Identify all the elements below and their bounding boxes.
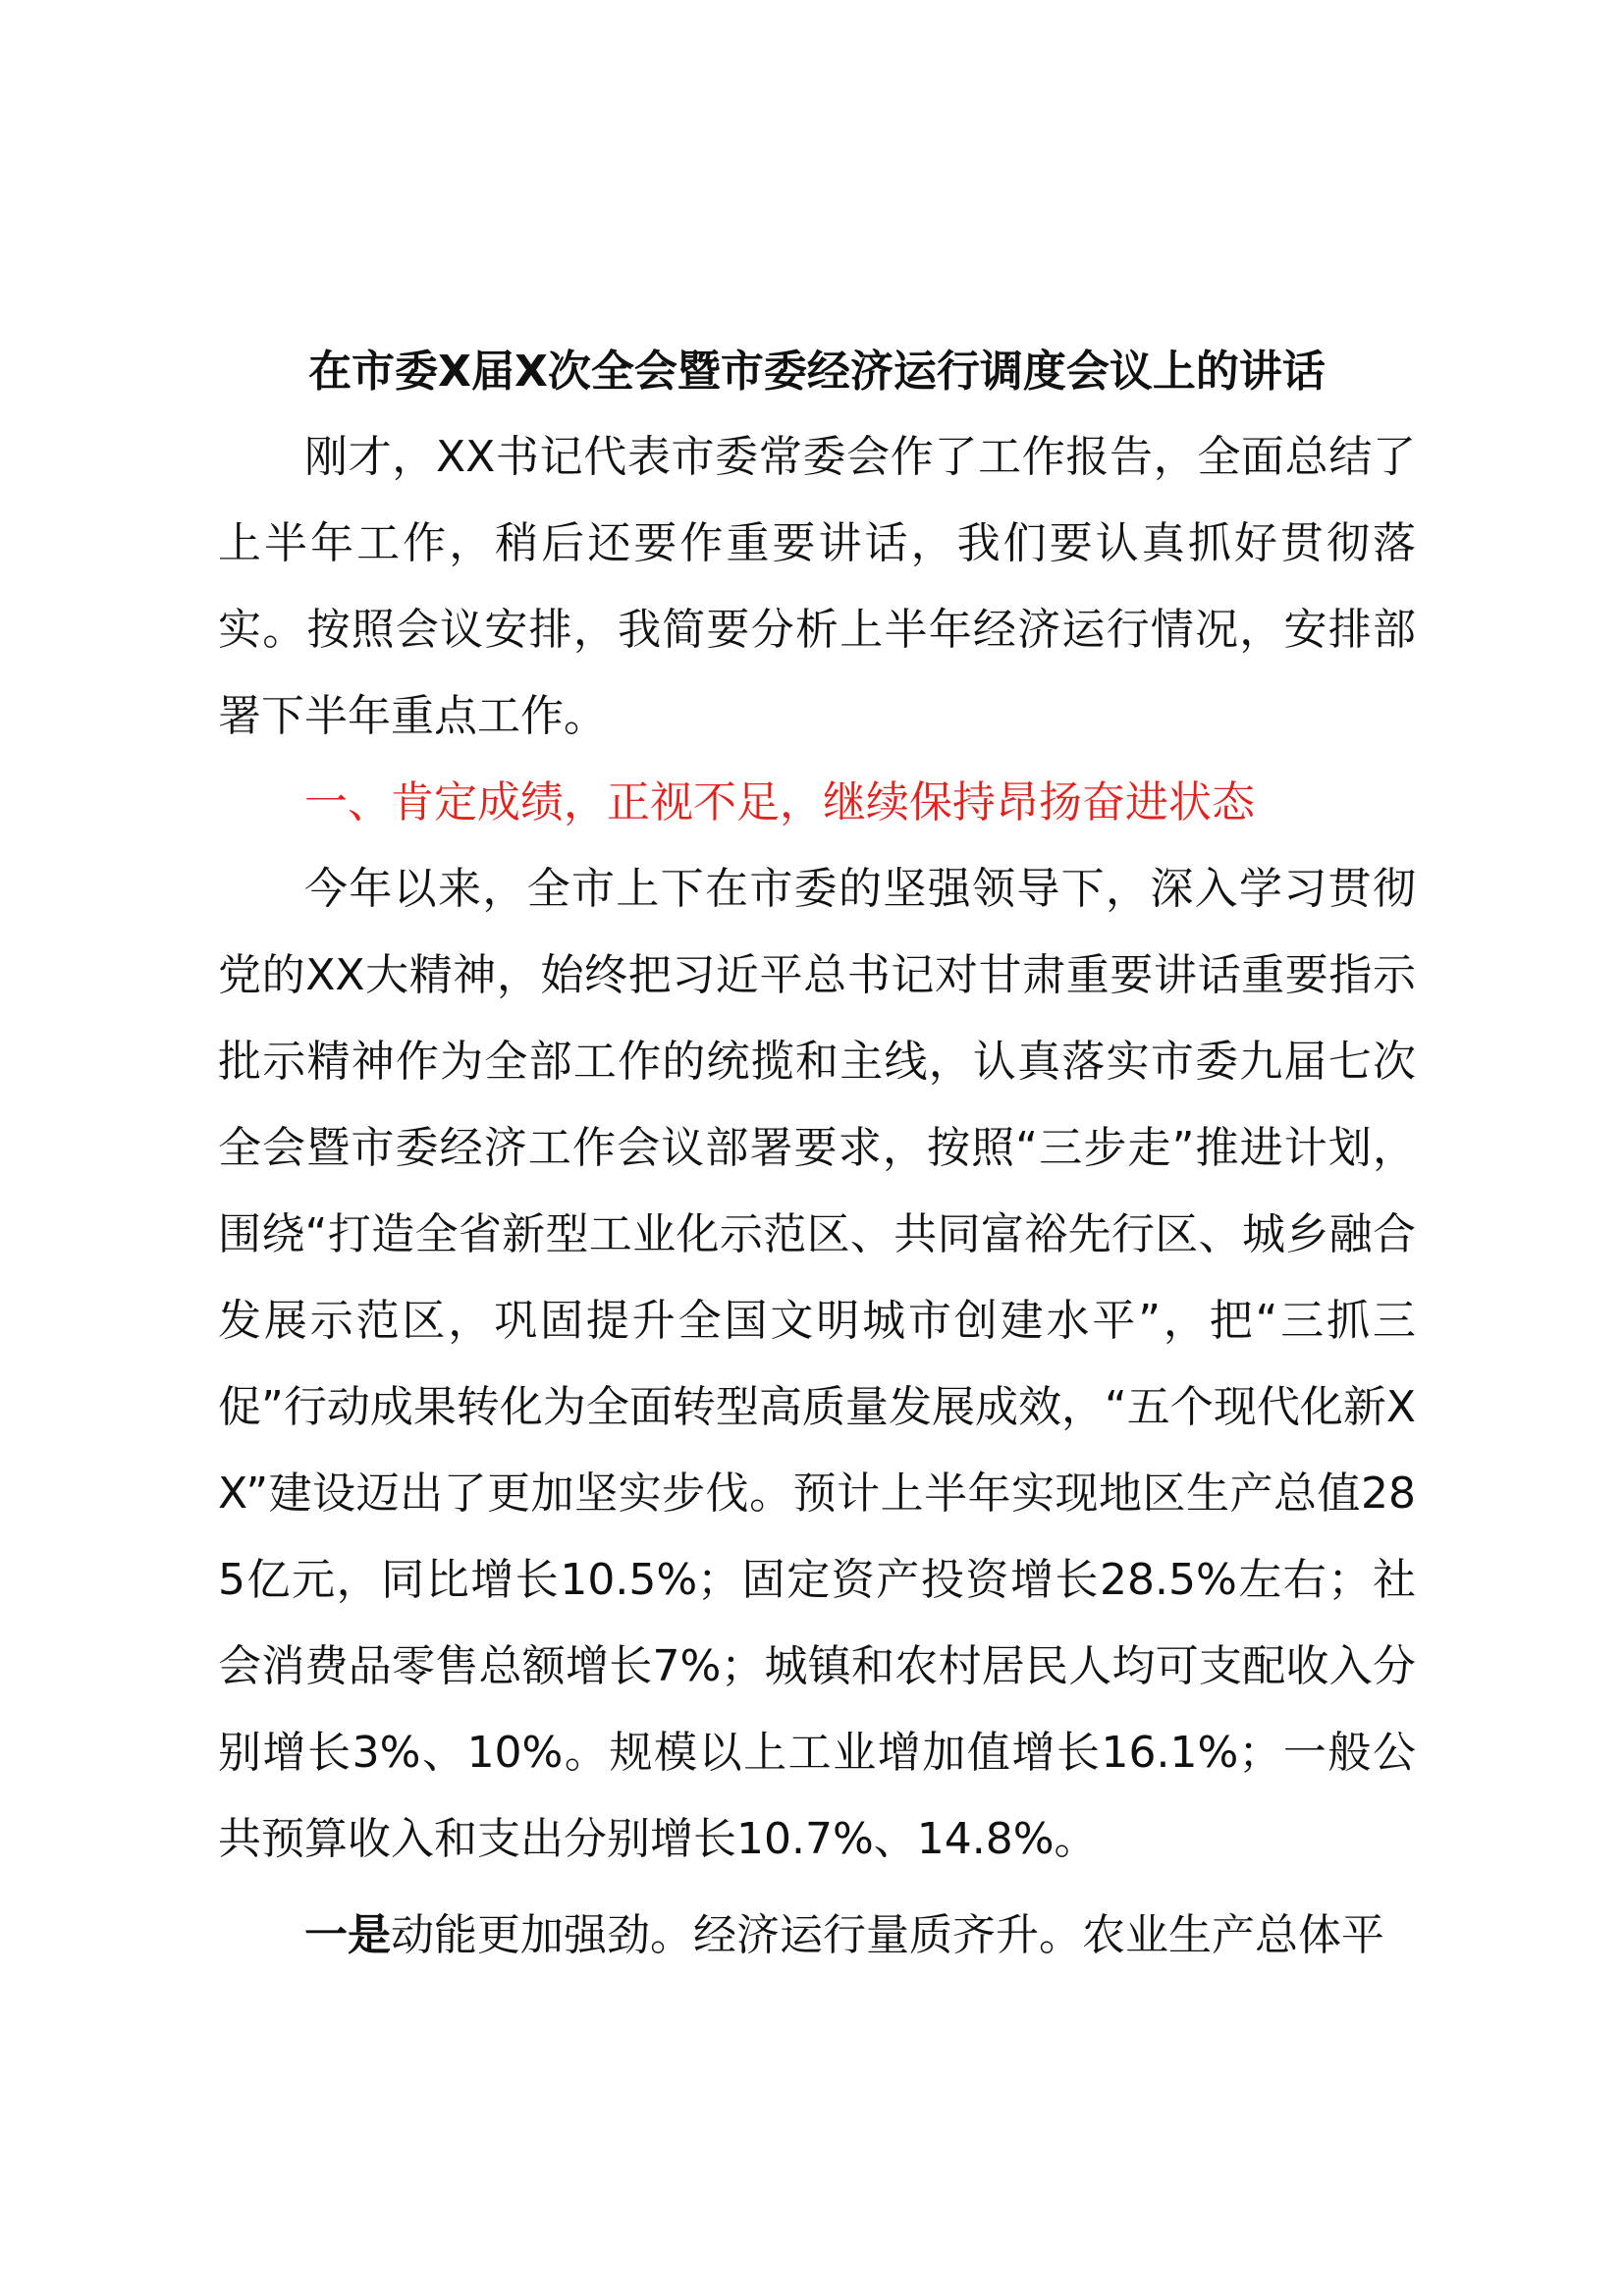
document-body	[218, 330, 1416, 1979]
document-title: 在市委X届X次全会暨市委经济运行调度会议上的讲话	[308, 347, 1326, 397]
opening-paragraph: 刚才，XX书记代表市委常委会作了工作报告，全面总结了上半年工作，稍后还要作重要讲话，我们要认真抓好贯彻落实。按照会议安排，我简要分析上半年经济运行情况，安排部署下半年重点工作。	[218, 432, 1416, 741]
section-paragraph: 今年以来，全市上下在市委的坚强领导下，深入学习贯彻党的XX大精神，始终把习近平总书记对甘肃重要讲话重要指示批示精神作为全部工作的统揽和主线，认真落实市委九届七次全会暨市委经济工作会议部署要求，按照“三步走”推进计划，围绕“打造全省新型工业化示范区、共同富裕先行区、城乡融合发展示范区，巩固提升全国文明城市创建水平”，把“三抓三促”行动成果转化为全面转型高质量发展成效，“五个现代化新XX”建设迈出了更加坚实步伐。预计上半年实现地区生产总值285亿元，同比增长10.5%；固定资产投资增长28.5%左右；社会消费品零售总额增长7%；城镇和农村居民人均可支配收入分别增长3%、10%。规模以上工业增加值增长16.1%；一般公共预算收入和支出分别增长10.7%、14.8%。	[218, 864, 1416, 1864]
final-paragraph	[218, 1893, 1416, 1979]
final-paragraph-text: 动能更加强劲。经济运行量质齐升。农业生产总体平	[391, 1910, 1384, 1960]
section-heading: 一、肯定成绩，正视不足，继续保持昂扬奋进状态	[304, 777, 1255, 828]
final-paragraph-lead: 一是	[304, 1910, 391, 1960]
